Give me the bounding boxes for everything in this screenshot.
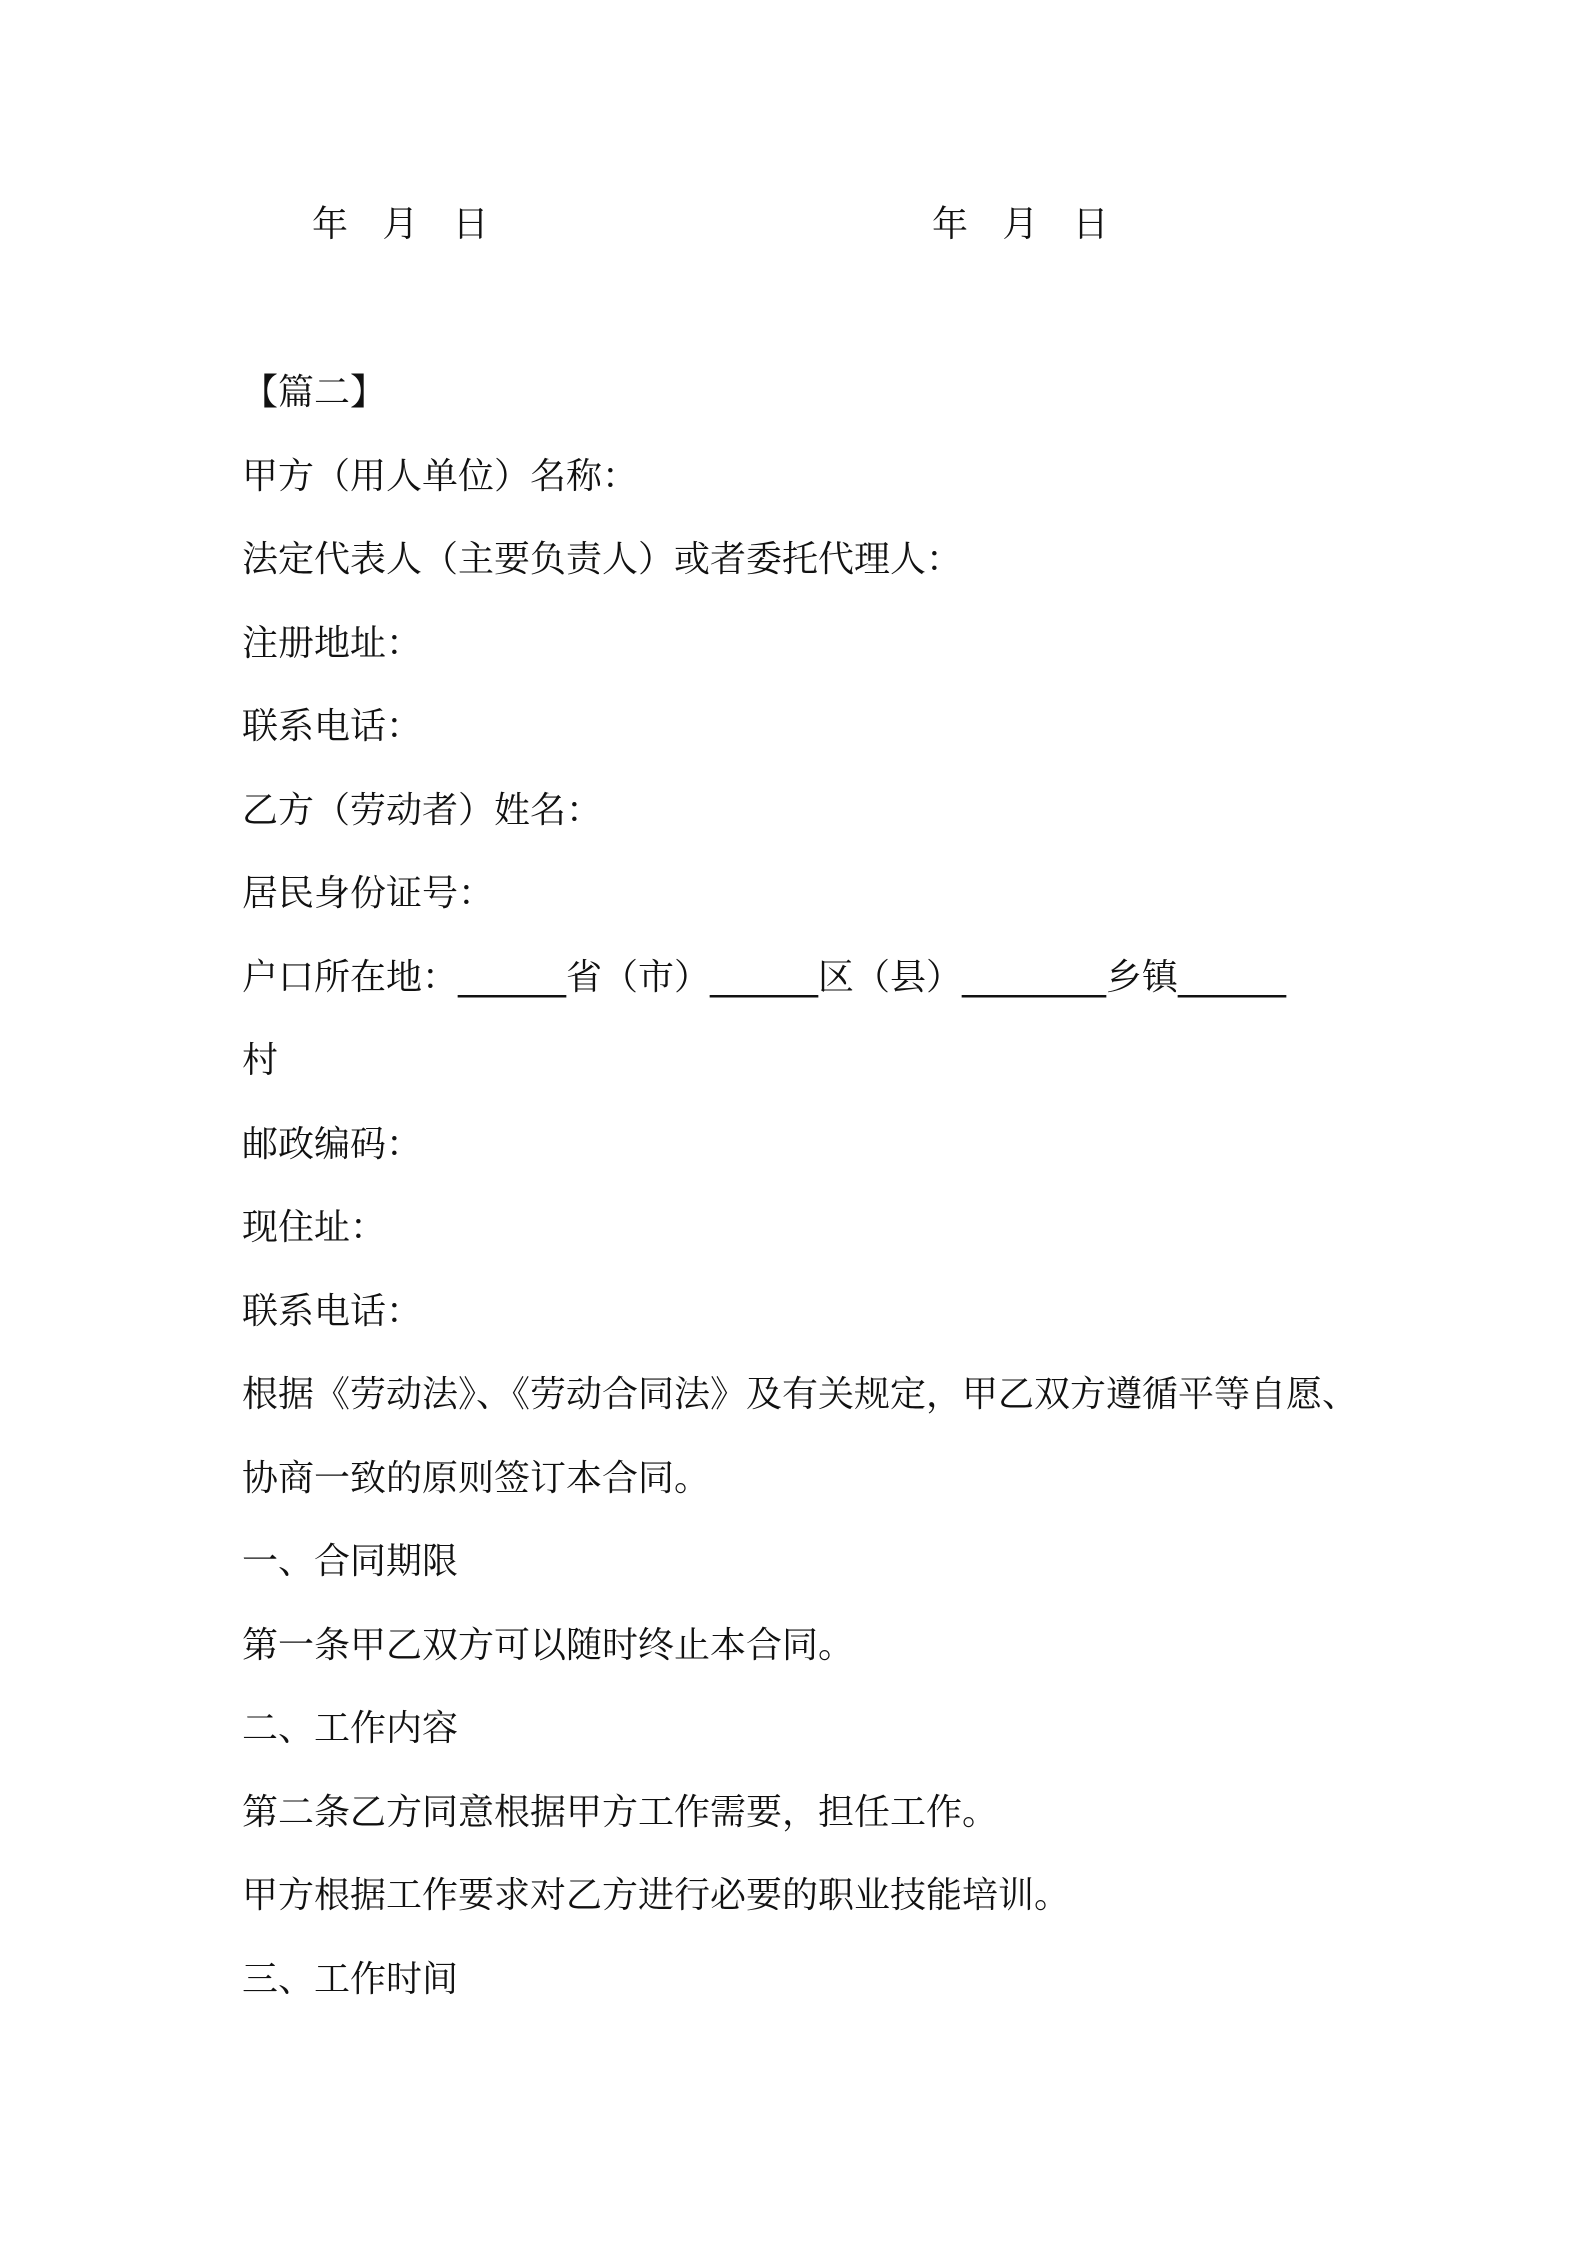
training-clause: 甲方根据工作要求对乙方进行必要的职业技能培训。	[242, 1875, 1071, 1916]
registered-address-field: 注册地址：	[242, 622, 423, 664]
preamble-line-1: 根据《劳动法》、《劳动合同法》及有关规定，甲乙双方遵循平等自愿、	[242, 1374, 1359, 1415]
household-registration-field: 户口所在地：______省（市）______区（县）________乡镇______	[242, 956, 1287, 998]
party-b-signature-date: 年 月 日	[932, 204, 1109, 245]
heading-working-hours: 三、工作时间	[242, 1958, 459, 2000]
household-registration-village: 村	[242, 1040, 279, 1081]
postal-code-field: 邮政编码：	[242, 1123, 423, 1165]
preamble-line-2: 协商一致的原则签订本合同。	[242, 1457, 711, 1499]
id-number-field: 居民身份证号：	[242, 873, 495, 914]
employer-name-field: 甲方（用人单位）名称：	[242, 455, 639, 497]
employee-phone-field: 联系电话：	[242, 1290, 423, 1332]
article-2: 第二条乙方同意根据甲方工作需要，担任工作。	[242, 1791, 999, 1833]
legal-representative-field: 法定代表人（主要负责人）或者委托代理人：	[242, 539, 963, 580]
employee-name-field: 乙方（劳动者）姓名：	[242, 789, 603, 831]
section-title: 【篇二】	[242, 372, 387, 413]
heading-contract-term: 一、合同期限	[242, 1541, 459, 1582]
contract-body	[242, 362, 1382, 2032]
heading-job-content: 二、工作内容	[242, 1708, 459, 1749]
party-a-signature-date: 年 月 日	[312, 204, 489, 245]
employer-phone-field: 联系电话：	[242, 706, 423, 747]
article-1: 第一条甲乙双方可以随时终止本合同。	[242, 1624, 855, 1666]
current-address-field: 现住址：	[242, 1207, 387, 1248]
